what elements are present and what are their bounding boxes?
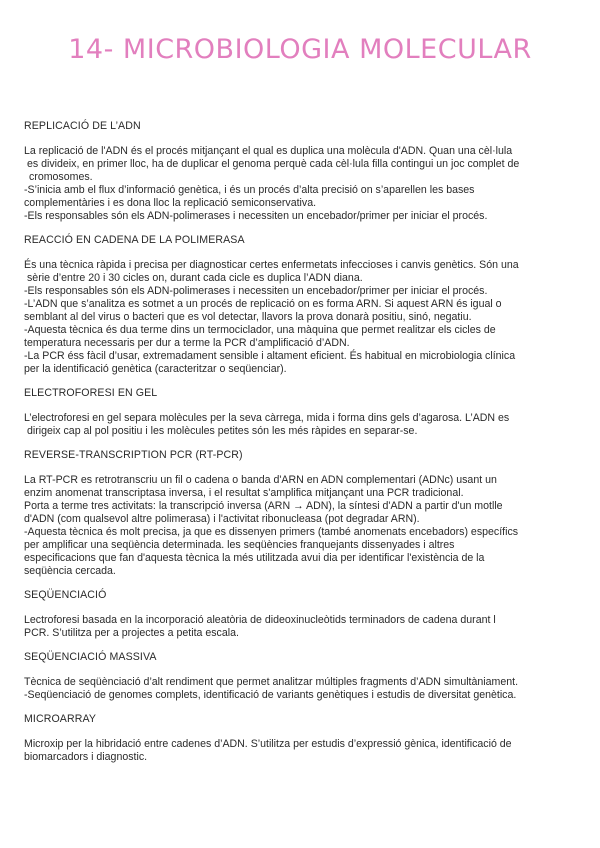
section-heading: ELECTROFORESI EN GEL: [24, 387, 158, 399]
paragraph-line: especificacions que fan d'aquesta tècnica la més utilitzada avui dia per identificar l'existència de la: [24, 552, 485, 564]
paragraph-line: -S’inicia amb el flux d’informació genètica, i és un procés d’alta precisió on s’aparellen les bases: [24, 184, 475, 196]
paragraph-line: dirigeix cap al pol positiu i les molècules petites són les més ràpides en separar-se.: [27, 425, 418, 437]
section-paragraph: [24, 614, 580, 640]
paragraph-line: cromosomes.: [29, 171, 93, 183]
section-sequenciacio: [24, 589, 580, 640]
paragraph-line: La RT-PCR es retrotranscriu un fil o cadena o banda d'ARN en ADN complementari (ADNc) usant un: [24, 474, 497, 486]
paragraph-line: Porta a terme tres activitats: la transcripció inversa (ARN → ADN), la síntesi d'ADN a partir d'un motlle: [24, 500, 503, 512]
paragraph-line: per la identificació genètica (caracteritzar o seqüenciar).: [24, 363, 287, 375]
section-electroforesi: [24, 387, 580, 438]
page-title: 14- MICROBIOLOGIA MOLECULAR: [68, 34, 532, 65]
paragraph-line: seqüència cercada.: [24, 565, 116, 577]
paragraph-line: PCR. S’utilitza per a projectes a petita escala.: [24, 627, 239, 639]
paragraph-line: -Els responsables són els ADN-polimerases i necessiten un encebador/primer per iniciar el procés.: [24, 285, 488, 297]
paragraph-line: -Aquesta tècnica és dua terme dins un termociclador, una màquina que permet realitzar els cicles de: [24, 324, 496, 336]
paragraph-line: Lectroforesi basada en la incorporació aleatòria de dideoxinucleòtids terminadors de cadena durant l: [24, 614, 496, 626]
section-heading: MICROARRAY: [24, 713, 97, 725]
section-rt-pcr: [24, 449, 580, 578]
paragraph-line: enzim anomenat transcriptasa inversa, i el resultat s'amplifica mitjançant una PCR tradicional.: [24, 487, 464, 499]
paragraph-line: es divideix, en primer lloc, ha de duplicar el genoma perquè cada cèl·lula filla contingui un joc complet de: [27, 158, 520, 170]
section-paragraph: [24, 474, 580, 578]
paragraph-line: -Els responsables són els ADN-polimerases i necessiten un encebador/primer per iniciar el procés.: [24, 210, 488, 222]
paragraph-line: per amplificar una seqüència determinada. les seqüències franquejants dissenyades i altres: [24, 539, 455, 551]
paragraph-line: És una tècnica ràpida i precisa per diagnosticar certes enfermetats infeccioses i canvis genètics. Són una: [24, 259, 519, 271]
paragraph-line: -La PCR éss fàcil d’usar, extremadament sensible i altament eficient. És habitual en microbiologia clínica: [24, 350, 516, 362]
paragraph-line: L’electroforesi en gel separa molècules per la seva càrrega, mida i forma dins gels d’agarosa. L’ADN es: [24, 412, 510, 424]
section-heading: REACCIÓ EN CADENA DE LA POLIMERASA: [24, 234, 245, 246]
paragraph-line: La replicació de l'ADN és el procés mitjançant el qual es duplica una molècula d'ADN. Quan una cèl·lula: [24, 145, 513, 157]
paragraph-line: Tècnica de seqüènciació d’alt rendiment que permet analitzar múltiples fragments d’ADN simultàniament.: [24, 676, 519, 688]
paragraph-line: semblant al del virus o bacteri que es vol detectar, llavors la prova donarà positiu, sinó, negatiu.: [24, 311, 472, 323]
section-heading: SEQÜENCIACIÓ MASSIVA: [24, 651, 157, 663]
paragraph-line: d'ADN (com qualsevol altre polimerasa) i l'activitat ribonucleasa (pot degradar ARN).: [24, 513, 420, 525]
section-replicacio: [24, 120, 580, 223]
section-microarray: [24, 713, 580, 764]
section-heading: REPLICACIÓ DE L’ADN: [24, 120, 141, 132]
paragraph-line: complementàries i es dona lloc la replicació semiconservativa.: [24, 197, 317, 209]
section-pcr: [24, 234, 580, 376]
paragraph-line: -L’ADN que s’analitza es sotmet a un procés de replicació on es forma ARN. Si aquest ARN és igual o: [24, 298, 502, 310]
section-paragraph: [24, 145, 580, 223]
paragraph-line: -Aquesta tècnica és molt precisa, ja que es dissenyen primers (també anomenats encebadors) específics: [24, 526, 519, 538]
paragraph-line: biomarcadors i diagnostic.: [24, 751, 148, 763]
section-paragraph: [24, 738, 580, 764]
paragraph-line: sèrie d’entre 20 i 30 cicles on, durant cada cicle es duplica l’ADN diana.: [27, 272, 363, 284]
paragraph-line: Microxip per la hibridació entre cadenes d’ADN. S’utilitza per estudis d’expressió gènica, identificació de: [24, 738, 512, 750]
paragraph-line: -Seqüenciació de genomes complets, identificació de variants genètiques i estudis de diversitat genètica.: [24, 689, 517, 701]
section-paragraph: [24, 259, 580, 376]
section-sequenciacio-massiva: [24, 651, 580, 702]
section-heading: SEQÜENCIACIÓ: [24, 589, 107, 601]
section-paragraph: [24, 412, 580, 438]
document-body: [24, 120, 580, 775]
paragraph-line: temperatura necessaris per dur a terme la PCR d’amplificació d’ADN.: [24, 337, 350, 349]
section-paragraph: [24, 676, 580, 702]
section-heading: REVERSE-TRANSCRIPTION PCR (RT-PCR): [24, 449, 243, 461]
